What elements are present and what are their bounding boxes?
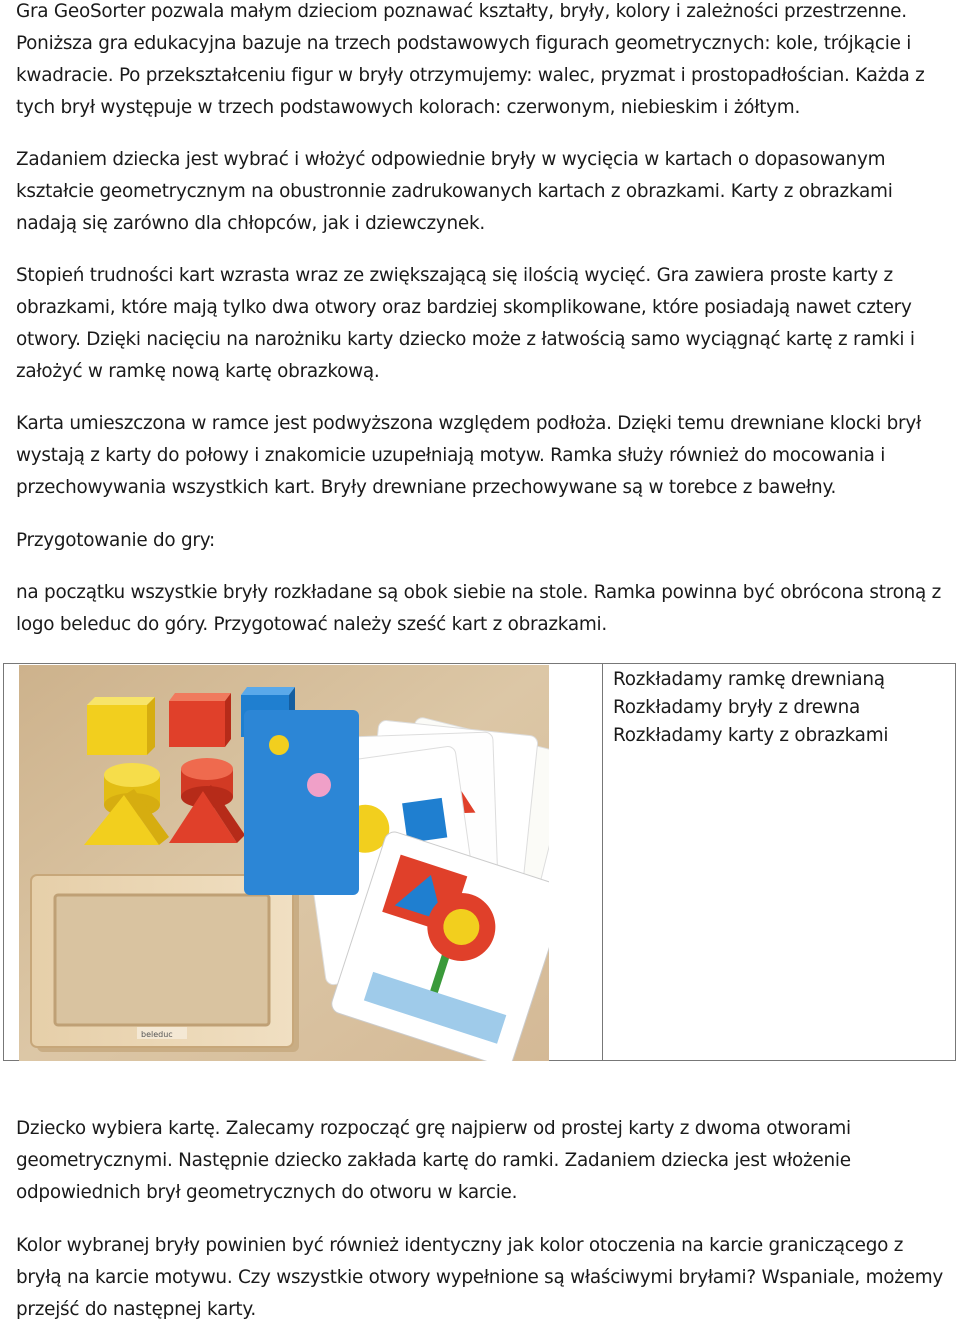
wooden-frame bbox=[31, 875, 299, 1052]
table-divider bbox=[602, 664, 603, 1060]
setup-table bbox=[3, 663, 956, 1061]
setup-photo bbox=[19, 665, 549, 1061]
frame-paragraph: Karta umieszczona w ramce jest podwyższona względem podłoża. Dzięki temu drewniane klocki brył wystają z karty do połowy i znakomicie uzupełniają motyw. Ramka służy również do mocowania i przechowywania wszystkich kart. Bryły drewniane przechowywane są w torebce z bawełny. bbox=[16, 413, 921, 498]
color-match-paragraph: Kolor wybranej bryły powinien być również identyczny jak kolor otoczenia na karcie graniczącego z bryłą na karcie motywu. Czy wszystkie otwory wypełnione są właściwymi bryłami? Wspaniale, możemy przejść do następnej karty. bbox=[16, 1235, 943, 1320]
cube-yellow bbox=[87, 697, 155, 755]
setup-captions bbox=[613, 666, 943, 750]
cube-red bbox=[169, 693, 231, 747]
difficulty-paragraph: Stopień trudności kart wzrasta wraz ze zwiększającą się ilością wycięć. Gra zawiera proste karty z obrazkami, które mają tylko dwa otwory oraz bardziej skomplikowane, które posiadają nawet cztery otwory. Dzięki nacięciu na narożniku karty dziecko może z łatwością samo wyciągnąć kartę z ramki i założyć w ramkę nową kartę obrazkową. bbox=[16, 265, 915, 382]
task-paragraph: Zadaniem dziecka jest wybrać i włożyć odpowiednie bryły w wycięcia w kartach o dopasowanym kształcie geometrycznym na obustronnie zadrukowanych kartach z obrazkami. Karty z obrazkami nadają się zarówno dla chłopców, jak i dziewczynek. bbox=[16, 149, 893, 234]
caption-cards: Rozkładamy karty z obrazkami bbox=[613, 725, 889, 746]
preparation-heading: Przygotowanie do gry: bbox=[16, 530, 215, 551]
card-choice-paragraph: Dziecko wybiera kartę. Zalecamy rozpocząć grę najpierw od prostej karty z dwoma otworami geometrycznymi. Następnie dziecko zakłada kartę do ramki. Zadaniem dziecka jest włożenie odpowiednich brył geometrycznych do otworu w karcie. bbox=[16, 1118, 851, 1203]
preparation-paragraph: na początku wszystkie bryły rozkładane są obok siebie na stole. Ramka powinna być obrócona stroną z logo beleduc do góry. Przygotować należy sześć kart z obrazkami. bbox=[16, 582, 942, 635]
intro-paragraph: Gra GeoSorter pozwala małym dzieciom poznawać kształty, bryły, kolory i zależności przestrzenne. Poniższa gra edukacyjna bazuje na trzech podstawowych figurach geometrycznych: kole, trójkącie i kwadracie. Po przekształceniu figur w bryły otrzymujemy: walec, pryzmat i prostopadłościan. Każda z tych brył występuje w trzech podstawowych kolorach: czerwonym, niebieskim i żółtym. bbox=[16, 1, 925, 118]
game-pieces-image bbox=[19, 665, 549, 1061]
caption-frame: Rozkładamy ramkę drewnianą bbox=[613, 669, 885, 690]
caption-blocks: Rozkładamy bryły z drewna bbox=[613, 697, 861, 718]
frame-logo: beleduc bbox=[141, 1030, 173, 1039]
